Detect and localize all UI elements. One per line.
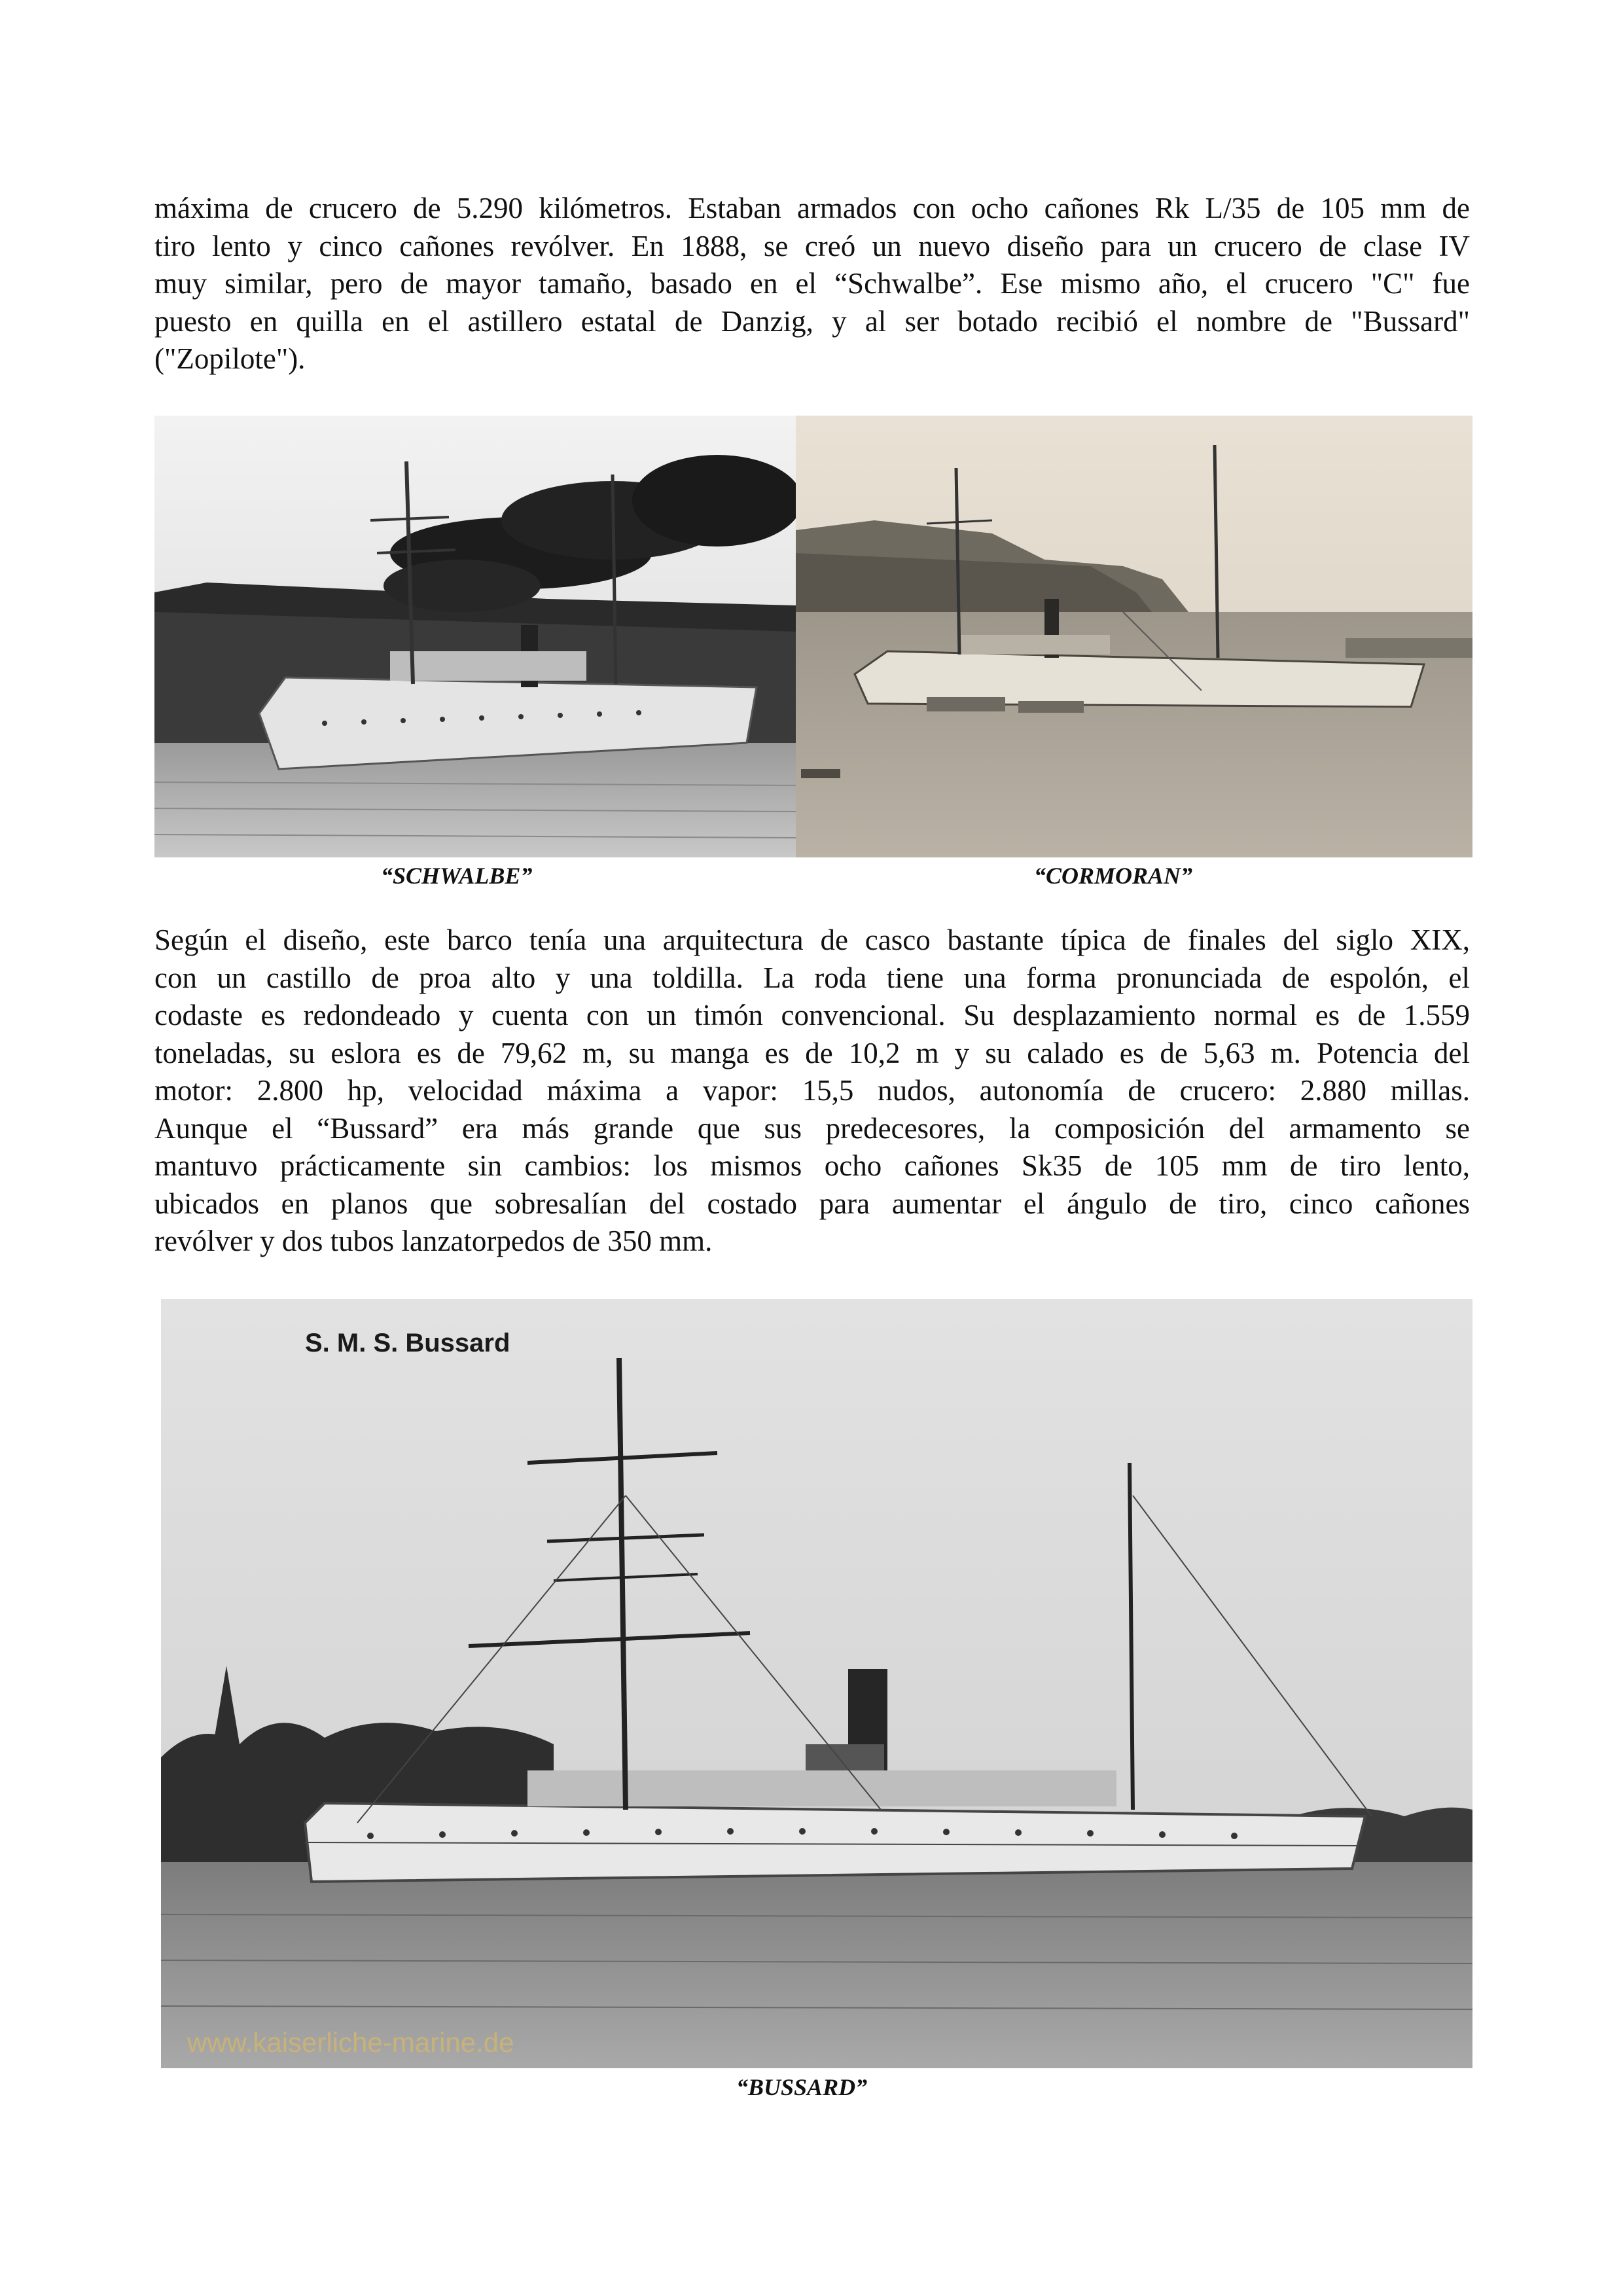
paragraph-intro [154,190,1470,378]
watermark-text: www.kaiserliche-marine.de [187,2027,514,2058]
caption-schwalbe: “SCHWALBE” [381,863,533,889]
photo-bussard [161,1299,1472,2068]
caption-bussard: “BUSSARD” [736,2074,868,2100]
text-line: Aunque el “Bussard” era más grande que sus predecesores, la composición del armamento se [154,1111,1470,1145]
postcard-title: S. M. S. Bussard [305,1329,510,1357]
text-line: Según el diseño, este barco tenía una arquitectura de casco bastante típica de finales del siglo XIX, [154,924,1470,956]
text-line: ubicados en planos que sobresalían del costado para aumentar el ángulo de tiro, cinco cañones [154,1187,1470,1220]
text-line: máxima de crucero de 5.290 kilómetros. Estaban armados con ocho cañones Rk L/35 de 105 mm de [154,192,1470,224]
text-line: toneladas, su eslora es de 79,62 m, su manga es de 10,2 m y su calado es de 5,63 m. Potencia del [154,1036,1470,1069]
text-line: tiro lento y cinco cañones revólver. En 1888, se creó un nuevo diseño para un crucero de clase IV [154,229,1470,262]
paragraph-design [154,922,1470,1261]
text-line: con un castillo de proa alto y una toldilla. La roda tiene una forma pronunciada de espolón, el [154,961,1470,994]
photo-cormoran [796,416,1472,857]
text-line: codaste es redondeado y cuenta con un timón convencional. Su desplazamiento normal es de 1.559 [154,999,1470,1031]
text-line: motor: 2.800 hp, velocidad máxima a vapor: 15,5 nudos, autonomía de crucero: 2.880 millas. [154,1074,1470,1107]
text-line: mantuvo prácticamente sin cambios: los mismos ocho cañones Sk35 de 105 mm de tiro lento, [154,1149,1470,1182]
caption-cormoran: “CORMORAN” [1034,863,1193,889]
photo-schwalbe [154,416,796,857]
text-line: ("Zopilote"). [154,342,306,375]
text-line: puesto en quilla en el astillero estatal de Danzig, y al ser botado recibió el nombre de "Bussard" [154,304,1470,338]
text-line: revólver y dos tubos lanzatorpedos de 350 mm. [154,1225,713,1257]
text-line: muy similar, pero de mayor tamaño, basado en el “Schwalbe”. Ese mismo año, el crucero "C" fue [154,267,1470,300]
